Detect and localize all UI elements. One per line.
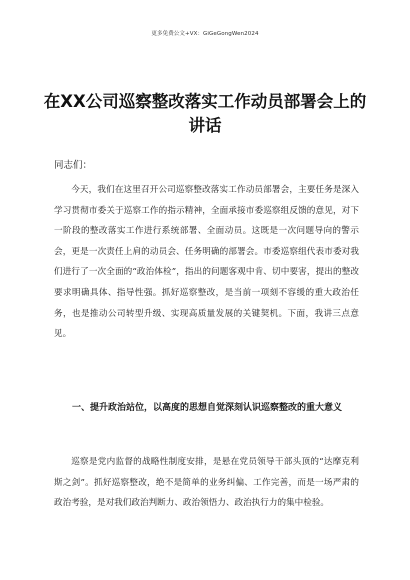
paragraph-section-1: 巡察是党内监督的战略性制度安排，是悬在党员领导干部头顶的“达摩克利斯之剑”。抓好巡察整改，绝不是简单的业务纠偏、工作完善，而是一场严肃的政治考验，是对我们政治判断力、政治领悟力、政治执行力的集中检验。 [54,457,359,509]
document-title: 在XX公司巡察整改落实工作动员部署会上的讲话 [43,92,367,135]
paragraph-intro: 今天，我们在这里召开公司巡察整改落实工作动员部署会，主要任务是深入学习贯彻市委关于巡察工作的指示精神，全面承接市委巡察组反馈的意见，对下一阶段的整改落实工作进行系统部署、全面动员。这既是一次问题导向的警示会，更是一次责任上肩的动员会、任务明确的部署会。市委巡察组代表市委对我们进行了一次全面的“政治体检”，指出的问题客观中肯、切中要害，提出的整改要求明确具体、指导性强。抓好巡察整改，是当前一项刻不容缓的重大政治任务，也是推动公司转型升级、实现高质量发展的关键契机。下面，我讲三点意见。 [54,185,359,340]
section-heading-1: 一、提升政治站位，以高度的思想自觉深刻认识巡察整改的重大意义 [72,403,343,413]
header-note: 更多免费公文+VX：GiGeGongWen2024 [151,31,259,37]
salutation: 同志们： [54,160,93,171]
